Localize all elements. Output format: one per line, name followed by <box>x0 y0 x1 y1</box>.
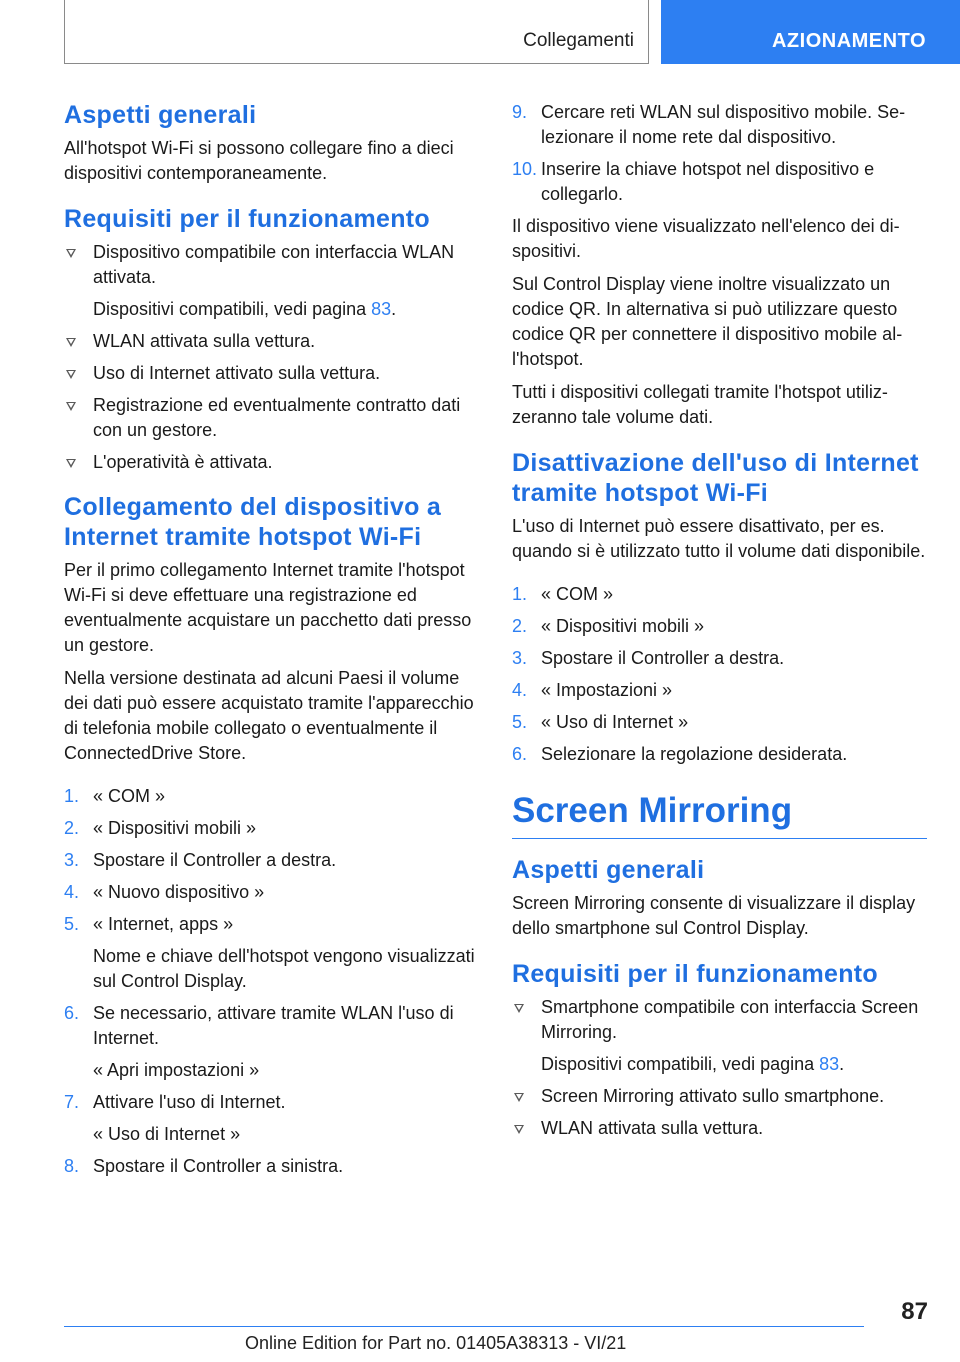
step-item: 5. « Internet, apps » <box>64 914 234 934</box>
section-title-aspetti-generali-2: Aspetti generali <box>512 856 705 884</box>
bullet-item: L'operatività è attivata. <box>64 450 479 475</box>
bullet-item: Smartphone compatibile con interfaccia Screen Mirroring. <box>512 995 927 1045</box>
step-item: 2. « Dispositivi mobili » <box>512 616 705 636</box>
step-item: 1. « COM » <box>64 786 166 806</box>
bullet-subtext: Dispositivi compatibili, vedi pagina 83. <box>541 1054 845 1074</box>
page-link[interactable]: 83 <box>371 299 392 319</box>
step-item: 6. Selezionare la regolazione desiderata. <box>512 744 848 764</box>
bullet-item: WLAN attivata sulla vettura. <box>512 1116 927 1141</box>
right-column <box>512 100 927 1148</box>
paragraph: All'hotspot Wi-Fi si possono collegare fino a dieci dispositivi contemporaneamente. <box>64 138 454 183</box>
step-item: 6. Se necessario, attivare tramite WLAN l'uso di Internet. <box>64 1003 454 1048</box>
step-item: 7. Attivare l'uso di Internet. <box>64 1092 286 1112</box>
section-title-requisiti: Requisiti per il funzionamento <box>64 205 430 233</box>
bullet-triangle-icon <box>514 1125 524 1134</box>
header-chapter-box <box>64 0 649 64</box>
footer-divider <box>64 1326 864 1327</box>
bullet-triangle-icon <box>66 338 76 347</box>
bullet-triangle-icon <box>66 402 76 411</box>
paragraph: Il dispositivo viene visualizzato nell'elenco dei dispositivi. <box>512 216 900 261</box>
paragraph: Tutti i dispositivi collegati tramite l'hotspot utilizzeranno tale volume dati. <box>512 382 888 427</box>
header-section-tab <box>661 0 960 64</box>
section-title-disattivazione: Disattivazione dell'uso di Internet tramite hotspot Wi-Fi <box>512 449 919 507</box>
bullet-triangle-icon <box>66 249 76 258</box>
step-subtext: Nome e chiave dell'hotspot vengono visualizzati sul Control Display. <box>93 946 475 991</box>
step-item: 1. « COM » <box>512 584 614 604</box>
step-item: 4. « Impostazioni » <box>512 680 673 700</box>
section-title-collegamento: Collegamento del dispositivo a Internet tramite hotspot Wi-Fi <box>64 493 442 551</box>
bullet-triangle-icon <box>66 459 76 468</box>
step-item: 8. Spostare il Controller a sinistra. <box>64 1156 344 1176</box>
bullet-item: WLAN attivata sulla vettura. <box>64 329 479 354</box>
footer-edition: Online Edition for Part no. 01405A38313 - VI/21 <box>245 1333 627 1353</box>
paragraph: Nella versione destinata ad alcuni Paesi il volume dei dati può essere acquistato tramite l'apparecchio di telefonia mobile collegato o eventualmente il ConnectedDrive Store. <box>64 668 474 763</box>
paragraph: Screen Mirroring consente di visualizzare il display dello smartphone sul Control Display. <box>512 893 916 938</box>
paragraph: Sul Control Display viene inoltre visualizzato un codice QR. In alternativa si può utilizzare questo codice QR per connettere il dispositivo mobile all'hotspot. <box>512 274 903 369</box>
step-item: 5. « Uso di Internet » <box>512 712 689 732</box>
bullet-item: Dispositivo compatibile con interfaccia WLAN attivata. <box>64 240 479 290</box>
bullet-subtext: Dispositivi compatibili, vedi pagina 83. <box>93 299 397 319</box>
section-title-requisiti-2: Requisiti per il funzionamento <box>512 960 878 988</box>
step-item: 10. Inserire la chiave hotspot nel dispositivo e collegarlo. <box>512 159 875 204</box>
step-item: 4. « Nuovo dispositivo » <box>64 882 265 902</box>
bullet-triangle-icon <box>514 1093 524 1102</box>
page-link[interactable]: 83 <box>819 1054 840 1074</box>
bullet-item: Uso di Internet attivato sulla vettura. <box>64 361 479 386</box>
step-item: 2. « Dispositivi mobili » <box>64 818 257 838</box>
section-title-aspetti-generali: Aspetti generali <box>64 101 257 129</box>
page-number: 87 <box>901 1298 928 1325</box>
header-chapter-title: Collegamenti <box>523 30 634 51</box>
step-subtext: « Apri impostazioni » <box>93 1060 260 1080</box>
header-section-title: AZIONAMENTO <box>771 30 926 52</box>
step-item: 3. Spostare il Controller a destra. <box>512 648 785 668</box>
bullet-item: Registrazione ed eventualmente contratto dati con un gestore. <box>64 393 479 443</box>
paragraph: Per il primo collegamento Internet tramite l'hotspot Wi-Fi si deve effettuare una registrazione ed eventualmente acquistare un pacchetto dati presso un gestore. <box>64 560 472 655</box>
left-column <box>64 100 479 1186</box>
chapter-title-screen-mirroring: Screen Mirroring <box>512 790 927 839</box>
bullet-triangle-icon <box>514 1004 524 1013</box>
paragraph: L'uso di Internet può essere disattivato, per es. quando si è utilizzato tutto il volume dati disponibile. <box>512 516 926 561</box>
step-item: 3. Spostare il Controller a destra. <box>64 850 337 870</box>
step-subtext: « Uso di Internet » <box>93 1124 241 1144</box>
step-item: 9. Cercare reti WLAN sul dispositivo mobile. Selezionare il nome rete dal dispositivo. <box>512 102 906 147</box>
bullet-triangle-icon <box>66 370 76 379</box>
bullet-item: Screen Mirroring attivato sullo smartphone. <box>512 1084 927 1109</box>
